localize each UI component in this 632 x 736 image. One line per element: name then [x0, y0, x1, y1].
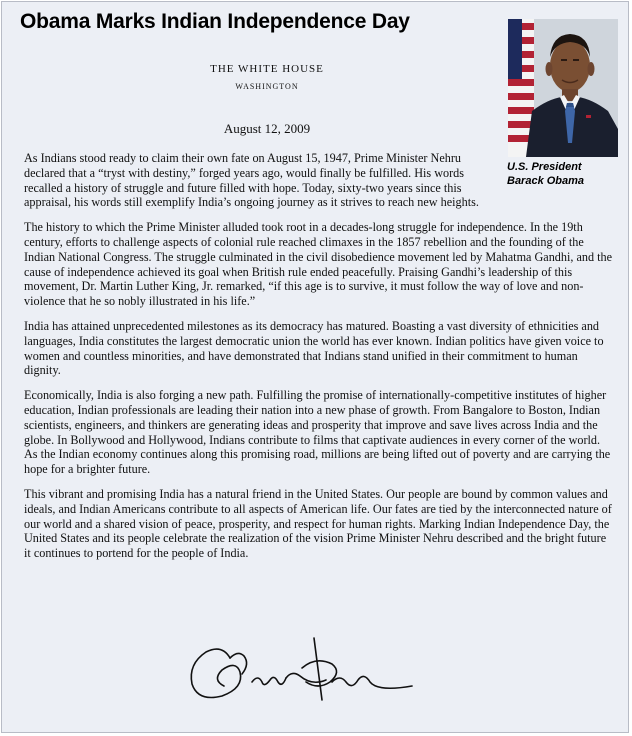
paragraph-3: India has attained unprecedented milestones as its democracy has matured. Boasting a vast diversity of ethnicities and languages, India constitutes the largest democratic union the world has ever known. Indian politics have given voice to women and countless minorities, and have demonstrated that Indians stand unified in their commitment to human dignity.: [24, 318, 604, 378]
signature: [182, 630, 422, 715]
caption-title: U.S. President: [507, 161, 582, 173]
letter-date: August 12, 2009: [223, 121, 311, 136]
paragraph-4: Economically, India is also forging a new path. Fulfilling the promise of internationally-competitive institutes of higher education, Indian professionals are leading their nation into a new phase of growth. From Bangalore to Boston, Indian scientists, engineers, and thinkers are generating ideas and prosperity that improve and save lives across India and the globe. In Bollywood and Hollywood, Indians contribute to films that captivate audiences in every corner of the world. As the Indian economy continues along this promising road, millions are being lifted out of poverty and are carrying the hope for a brighter future.: [24, 388, 611, 477]
letterhead-title: THE WHITE HOUSE: [210, 63, 324, 75]
paragraph-2: The history to which the Prime Minister alluded took root in a decades-long struggle for independence. In the 19th century, efforts to challenge aspects of colonial rule reached climaxes in the 1857 rebellion and the founding of the Indian National Congress. The struggle culminated in the civil disobedience movement led by Mahatma Gandhi, and the cause of independence achieved its goal when British rule ended peacefully. Praising Gandhi’s leadership of this movement, Dr. Martin Luther King, Jr. remarked, “if this age is to survive, it must follow the way of love and non-violence that he so nobly illustrated in his life.”: [24, 220, 613, 309]
letterhead-location: WASHINGTON: [235, 82, 299, 91]
headline: Obama Marks Indian Independence Day: [20, 10, 410, 33]
document-frame: [1, 1, 629, 733]
caption-name: Barack Obama: [507, 175, 585, 187]
signature-image: [182, 630, 422, 715]
paragraph-1: As Indians stood ready to claim their own fate on August 15, 1947, Prime Minister Nehru declared that a “tryst with destiny,” forged years ago, would finally be fulfilled. His words recalled a history of struggle and future filled with hope. Today, sixty-two years since this appraisal, his words still exemplify India’s ongoing journey as it strives to reach new heights.: [24, 151, 479, 210]
paragraph-5: This vibrant and promising India has a natural friend in the United States. Our people are bound by common values and ideals, and Indian Americans contribute to all aspects of American life. Our fates are tied by the interconnected nature of our world and a shared vision of peace, prosperity, and respect for human rights. Marking Indian Independence Day, the United States and its people celebrate the realization of the vision Prime Minister Nehru described and the bright future it continues to portend for the people of India.: [24, 486, 612, 561]
photo-caption: [507, 160, 584, 188]
